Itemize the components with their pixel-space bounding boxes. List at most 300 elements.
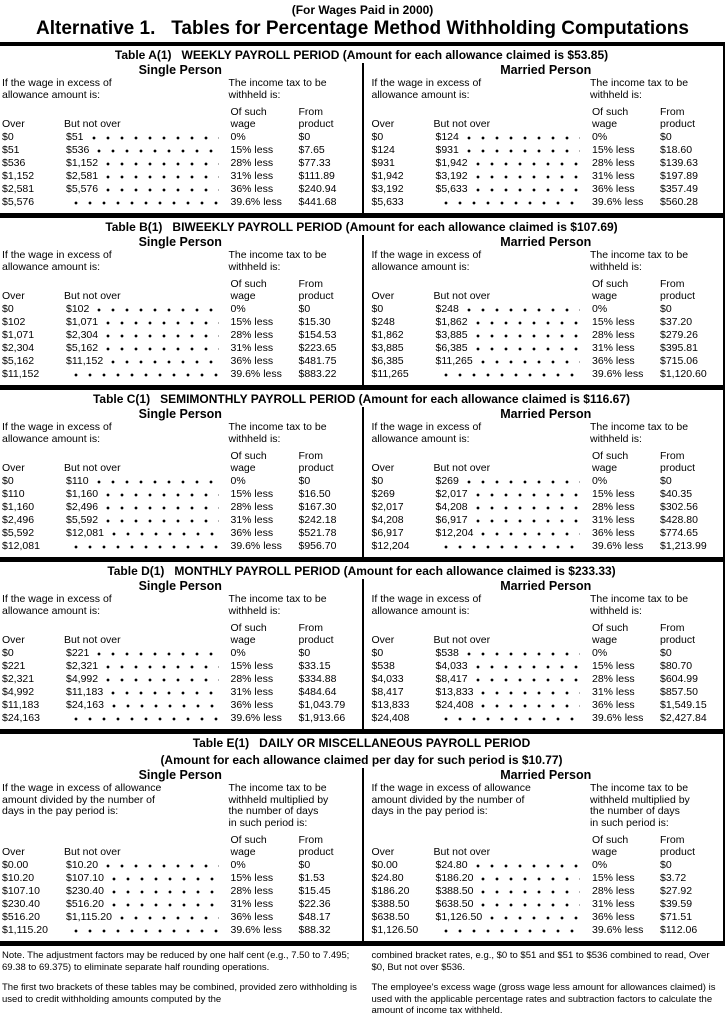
table-row [2, 885, 359, 898]
rate-value: 15% less [592, 144, 635, 156]
rate-value: 31% less [592, 898, 635, 910]
over-value: $0 [371, 475, 384, 487]
over-value: $24,163 [2, 712, 40, 724]
but-not-over-value: $6,917 [435, 514, 468, 526]
but-not-over-cell [56, 368, 231, 381]
but-not-over-value: $4,208 [435, 501, 468, 513]
product-value: $604.99 [660, 673, 698, 685]
over-value: $638.50 [371, 911, 410, 923]
rate-value: 36% less [230, 355, 274, 367]
but-not-over-cell [56, 196, 231, 209]
product-value: $481.75 [298, 355, 337, 367]
over-value: $4,992 [2, 686, 35, 698]
product-value: $883.22 [298, 368, 337, 380]
table-row [372, 660, 721, 673]
product-value: $1,043.79 [298, 699, 346, 711]
person-heading: Single Person [138, 579, 222, 593]
over-value: $5,162 [2, 355, 35, 367]
table-row [372, 686, 721, 699]
rate-value: 15% less [592, 316, 635, 328]
product-value: $1,213.99 [660, 540, 707, 552]
leader-dots [74, 368, 219, 381]
wage-condition-text: If the wage in excess of allowance amount divided by the number of days in the pay period is: [371, 782, 531, 817]
product-value: $521.78 [298, 527, 337, 539]
table-row [372, 475, 721, 488]
column-headers [372, 107, 721, 130]
product-value: $240.94 [298, 183, 337, 195]
product-value: $0 [298, 859, 311, 871]
but-not-over-value: $102 [66, 303, 90, 315]
footnotes [0, 946, 725, 1026]
product-value: $223.65 [298, 342, 337, 354]
person-half [362, 63, 724, 213]
leader-dots [106, 514, 218, 527]
table-row [372, 885, 721, 898]
leader-dots [97, 303, 218, 316]
person-half [0, 235, 362, 385]
rate-value: 36% less [592, 699, 635, 711]
but-not-over-cell [56, 144, 231, 157]
from-product-header: From product [298, 450, 334, 474]
but-not-over-cell [56, 329, 231, 342]
but-not-over-value: $10.20 [66, 859, 99, 871]
rate-value: 28% less [592, 329, 635, 341]
rate-value: 31% less [592, 686, 635, 698]
but-not-over-cell [56, 514, 231, 527]
product-value: $48.17 [298, 911, 331, 923]
table-row [2, 686, 359, 699]
over-value: $230.40 [2, 898, 40, 910]
bracket-rows [2, 131, 359, 209]
table-row [372, 329, 721, 342]
rate-value: 31% less [230, 342, 274, 354]
over-value: $0 [2, 475, 14, 487]
over-value: $1,115.20 [2, 924, 48, 936]
but-not-over-value: $2,017 [435, 488, 468, 500]
rate-value: 28% less [592, 157, 635, 169]
over-value: $516.20 [2, 911, 40, 923]
but-not-over-cell [426, 859, 593, 872]
rate-value: 36% less [592, 911, 635, 923]
person-heading: Single Person [138, 407, 222, 421]
rate-value: 28% less [230, 885, 274, 897]
table-row [2, 859, 359, 872]
but-not-over-cell [426, 686, 593, 699]
over-value: $6,917 [371, 527, 404, 539]
but-not-over-cell [56, 183, 231, 196]
leader-dots [97, 647, 218, 660]
but-not-over-cell [426, 303, 593, 316]
rate-value: 0% [230, 303, 246, 315]
product-value: $3.72 [660, 872, 687, 884]
but-not-over-cell [56, 660, 231, 673]
of-such-wage-header: Of such wage [592, 622, 629, 646]
over-header: Over [2, 461, 25, 474]
column-headers [2, 279, 359, 302]
tax-condition-text: The income tax to be withheld is: [590, 421, 689, 445]
over-value: $538 [371, 660, 395, 672]
table-row [2, 329, 359, 342]
but-not-over-value: $12,204 [435, 527, 474, 539]
over-value: $5,633 [371, 196, 404, 208]
table-row [2, 196, 359, 209]
leader-dots [74, 540, 219, 553]
product-value: $167.30 [298, 501, 337, 513]
but-not-over-header: But not over [64, 845, 121, 858]
but-not-over-value: $110 [66, 475, 89, 487]
leader-dots [476, 514, 580, 527]
leader-dots [467, 144, 580, 157]
table-row [2, 898, 359, 911]
leader-dots [476, 183, 580, 196]
but-not-over-value: $5,592 [66, 514, 99, 526]
product-value: $197.89 [660, 170, 698, 182]
product-value: $22.36 [298, 898, 331, 910]
over-value: $221 [2, 660, 26, 672]
but-not-over-cell [426, 660, 593, 673]
column-headers [372, 835, 721, 858]
leader-dots [476, 157, 580, 170]
product-value: $39.59 [660, 898, 693, 910]
leader-dots [111, 686, 218, 699]
condition-row [372, 250, 721, 273]
but-not-over-header: But not over [433, 461, 491, 474]
of-such-wage-header: Of such wage [230, 278, 267, 302]
rate-value: 31% less [592, 170, 635, 182]
over-value: $11,265 [371, 368, 409, 380]
product-value: $715.06 [660, 355, 698, 367]
over-value: $186.20 [371, 885, 410, 897]
table-row [2, 355, 359, 368]
table-row [2, 475, 359, 488]
wage-condition-text: If the wage in excess of allowance amount is: [371, 421, 482, 445]
rate-value: 28% less [592, 673, 635, 685]
from-product-header: From product [660, 278, 696, 302]
but-not-over-cell [56, 872, 231, 885]
rate-value: 36% less [592, 183, 635, 195]
but-not-over-value: $11,265 [435, 355, 473, 367]
but-not-over-value: $931 [435, 144, 459, 156]
over-value: $1,126.50 [371, 924, 419, 936]
rate-value: 15% less [592, 660, 635, 672]
table-row [2, 157, 359, 170]
leader-dots [476, 673, 580, 686]
leader-dots [476, 329, 580, 342]
wage-condition-text: If the wage in excess of allowance amount is: [371, 593, 482, 617]
over-header: Over [371, 633, 395, 646]
bracket-rows [2, 859, 359, 937]
table-row [2, 911, 359, 924]
but-not-over-value: $1,942 [435, 157, 468, 169]
but-not-over-cell [426, 157, 593, 170]
wages-paid-subtitle: (For Wages Paid in 2000) [291, 3, 434, 17]
product-value: $112.06 [660, 924, 698, 936]
over-value: $931 [371, 157, 395, 169]
column-headers [2, 107, 359, 130]
condition-row [372, 422, 721, 445]
rate-value: 28% less [592, 885, 635, 897]
table-caption: Table A(1) WEEKLY PAYROLL PERIOD (Amount for each allowance claimed is $53.85) [114, 48, 609, 62]
leader-dots [106, 329, 218, 342]
from-product-header: From product [298, 106, 334, 130]
rate-value: 0% [230, 647, 246, 659]
table-row [2, 647, 359, 660]
but-not-over-cell [426, 131, 593, 144]
leader-dots [490, 911, 580, 924]
but-not-over-cell [426, 514, 593, 527]
of-such-wage-header: Of such wage [592, 106, 629, 130]
but-not-over-cell [426, 673, 593, 686]
table-row [2, 699, 359, 712]
person-heading: Married Person [500, 407, 592, 421]
rate-value: 28% less [230, 329, 274, 341]
rate-value: 39.6% less [592, 712, 644, 724]
from-product-header: From product [660, 622, 696, 646]
but-not-over-value: $51 [66, 131, 84, 143]
condition-row [2, 783, 359, 829]
leader-dots [106, 170, 218, 183]
leader-dots [106, 859, 218, 872]
leader-dots [111, 355, 218, 368]
but-not-over-value: $186.20 [435, 872, 474, 884]
table-c1-semimonthly [0, 390, 725, 562]
over-value: $12,204 [371, 540, 410, 552]
leader-dots [74, 196, 219, 209]
but-not-over-value: $221 [66, 647, 90, 659]
but-not-over-header: But not over [433, 117, 491, 130]
rate-value: 0% [230, 859, 246, 871]
rate-value: 0% [230, 131, 246, 143]
but-not-over-cell [426, 540, 593, 553]
tax-condition-text: The income tax to be withheld is: [228, 593, 327, 617]
of-such-wage-header: Of such wage [230, 450, 267, 474]
rate-value: 31% less [230, 514, 274, 526]
page-title: Alternative 1. Tables for Percentage Method Withholding Computations [36, 18, 689, 39]
rate-value: 15% less [230, 488, 274, 500]
leader-dots [467, 475, 580, 488]
table-caption: Table D(1) MONTHLY PAYROLL PERIOD (Amount for each allowance claimed is $233.33) [107, 564, 616, 578]
but-not-over-cell [56, 316, 231, 329]
rate-value: 39.6% less [230, 196, 282, 208]
over-value: $51 [2, 144, 20, 156]
product-value: $0 [298, 131, 311, 143]
product-value: $560.28 [660, 196, 698, 208]
but-not-over-cell [426, 316, 593, 329]
but-not-over-cell [56, 686, 231, 699]
but-not-over-value: $516.20 [66, 898, 104, 910]
but-not-over-value: $3,192 [435, 170, 468, 182]
but-not-over-header: But not over [64, 633, 121, 646]
leader-dots [467, 131, 580, 144]
leader-dots [444, 196, 581, 209]
but-not-over-cell [56, 885, 231, 898]
person-half [362, 579, 724, 729]
over-value: $12,081 [2, 540, 40, 552]
rate-value: 28% less [230, 501, 274, 513]
rate-value: 36% less [230, 911, 274, 923]
but-not-over-cell [426, 647, 593, 660]
but-not-over-cell [56, 157, 231, 170]
product-value: $2,427.84 [660, 712, 707, 724]
table-row [2, 527, 359, 540]
over-header: Over [2, 117, 25, 130]
condition-row [2, 594, 359, 617]
leader-dots [481, 898, 580, 911]
bracket-rows [372, 303, 721, 381]
table-row [372, 527, 721, 540]
table-row [372, 368, 721, 381]
of-such-wage-header: Of such wage [230, 622, 267, 646]
over-value: $11,183 [2, 699, 40, 711]
rate-value: 0% [592, 647, 608, 659]
over-value: $536 [2, 157, 26, 169]
table-row [372, 342, 721, 355]
product-value: $88.32 [298, 924, 331, 936]
but-not-over-header: But not over [433, 289, 491, 302]
leader-dots [444, 924, 581, 937]
over-value: $388.50 [371, 898, 410, 910]
rate-value: 39.6% less [230, 540, 282, 552]
leader-dots [74, 712, 219, 725]
table-row [372, 183, 721, 196]
person-heading: Married Person [500, 235, 592, 249]
product-value: $1,120.60 [660, 368, 707, 380]
over-value: $0 [2, 131, 14, 143]
but-not-over-value: $2,496 [66, 501, 99, 513]
leader-dots [112, 885, 219, 898]
table-row [372, 673, 721, 686]
of-such-wage-header: Of such wage [230, 834, 267, 858]
tax-condition-text: The income tax to be withheld multiplied by the number of days in such period is: [590, 782, 690, 829]
wage-condition-text: If the wage in excess of allowance amount is: [2, 421, 112, 445]
tax-condition-text: The income tax to be withheld is: [228, 249, 327, 273]
product-value: $111.89 [298, 170, 335, 182]
but-not-over-value: $107.10 [66, 872, 104, 884]
product-value: $15.45 [298, 885, 331, 897]
condition-row [372, 594, 721, 617]
leader-dots [106, 342, 218, 355]
but-not-over-cell [56, 488, 231, 501]
person-half [0, 579, 362, 729]
but-not-over-value: $388.50 [435, 885, 474, 897]
table-body [0, 407, 723, 557]
product-value: $0 [660, 303, 672, 315]
person-half [0, 768, 362, 941]
but-not-over-cell [56, 170, 231, 183]
product-value: $0 [660, 131, 672, 143]
over-value: $13,833 [371, 699, 410, 711]
leader-dots [481, 355, 580, 368]
wage-condition-text: If the wage in excess of allowance amount is: [2, 77, 112, 101]
but-not-over-header: But not over [64, 461, 121, 474]
of-such-wage-header: Of such wage [230, 106, 267, 130]
over-header: Over [371, 845, 395, 858]
bracket-rows [372, 131, 721, 209]
table-row [2, 660, 359, 673]
tax-condition-text: The income tax to be withheld is: [590, 593, 689, 617]
bracket-rows [2, 647, 359, 725]
table-row [372, 316, 721, 329]
table-row [2, 131, 359, 144]
condition-row [372, 78, 721, 101]
table-row [2, 303, 359, 316]
leader-dots [106, 183, 218, 196]
leader-dots [112, 527, 219, 540]
but-not-over-cell [426, 885, 593, 898]
product-value: $0 [660, 859, 672, 871]
but-not-over-value: $2,321 [66, 660, 99, 672]
leader-dots [467, 647, 580, 660]
tax-condition-text: The income tax to be withheld is: [228, 421, 327, 445]
but-not-over-value: $12,081 [66, 527, 104, 539]
but-not-over-cell [56, 501, 231, 514]
over-header: Over [2, 633, 25, 646]
leader-dots [106, 316, 218, 329]
tax-condition-text: The income tax to be withheld is: [590, 77, 689, 101]
table-row [372, 488, 721, 501]
person-heading: Single Person [138, 768, 222, 782]
table-row [2, 540, 359, 553]
but-not-over-cell [56, 673, 231, 686]
table-row [372, 898, 721, 911]
but-not-over-value: $5,162 [66, 342, 99, 354]
leader-dots [476, 501, 580, 514]
table-row [2, 924, 359, 937]
over-value: $0.00 [371, 859, 398, 871]
product-value: $357.49 [660, 183, 698, 195]
table-row [372, 501, 721, 514]
but-not-over-value: $1,160 [66, 488, 99, 500]
table-row [2, 488, 359, 501]
table-row [2, 368, 359, 381]
leader-dots [476, 859, 580, 872]
leader-dots [92, 131, 219, 144]
but-not-over-cell [426, 183, 593, 196]
but-not-over-cell [56, 712, 231, 725]
over-value: $248 [371, 316, 395, 328]
product-value: $1.53 [298, 872, 325, 884]
product-value: $27.92 [660, 885, 693, 897]
person-half [362, 407, 724, 557]
but-not-over-cell [426, 342, 593, 355]
person-half [0, 407, 362, 557]
table-row [372, 872, 721, 885]
table-row [2, 872, 359, 885]
table-caption: Table B(1) BIWEEKLY PAYROLL PERIOD (Amount for each allowance claimed is $107.69) [105, 220, 618, 234]
but-not-over-value: $4,992 [66, 673, 99, 685]
table-row [2, 673, 359, 686]
over-value: $124 [371, 144, 395, 156]
but-not-over-cell [426, 898, 593, 911]
leader-dots [467, 303, 580, 316]
leader-dots [481, 872, 580, 885]
rate-value: 28% less [592, 501, 635, 513]
but-not-over-value: $11,152 [66, 355, 104, 367]
rate-value: 31% less [230, 686, 274, 698]
over-value: $1,862 [371, 329, 404, 341]
over-value: $107.10 [2, 885, 40, 897]
column-headers [372, 279, 721, 302]
but-not-over-value: $1,862 [435, 316, 468, 328]
product-value: $0 [660, 647, 672, 659]
leader-dots [120, 911, 219, 924]
over-header: Over [2, 845, 25, 858]
but-not-over-cell [426, 712, 593, 725]
rate-value: 31% less [592, 514, 635, 526]
over-value: $3,192 [371, 183, 404, 195]
leader-dots [476, 342, 580, 355]
table-row [372, 514, 721, 527]
